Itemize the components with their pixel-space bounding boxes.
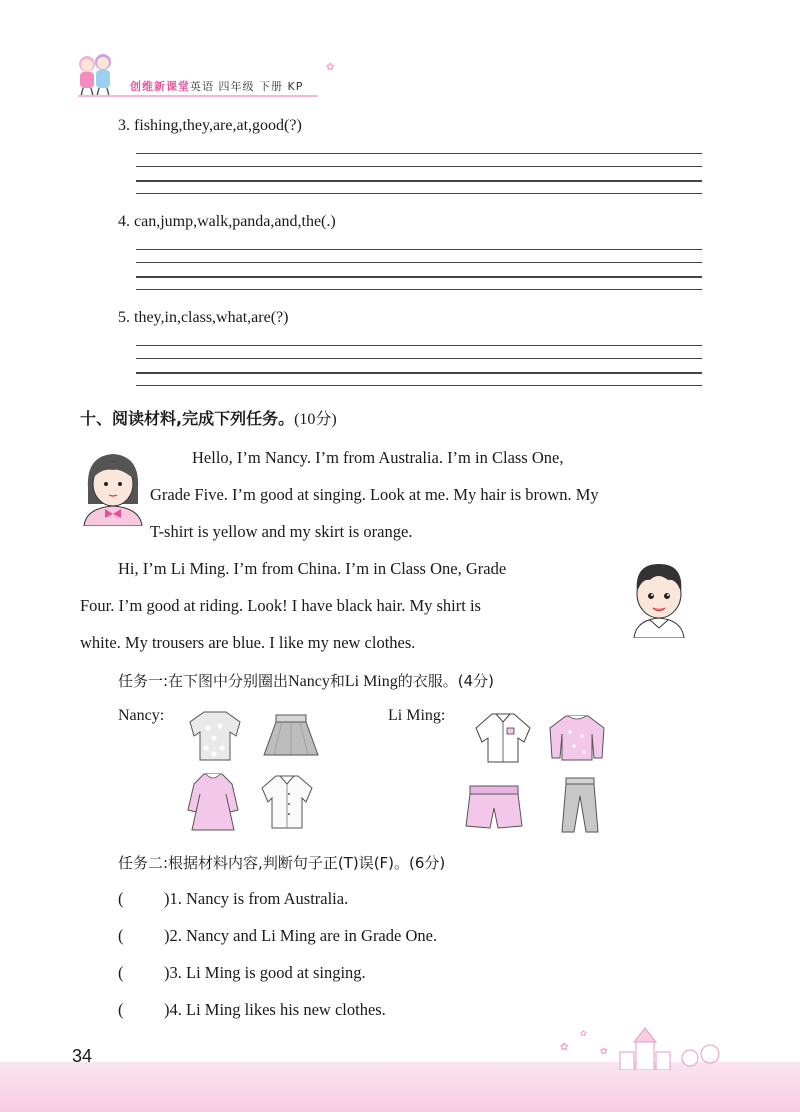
svg-text:✿: ✿ bbox=[580, 1029, 587, 1038]
tf-answer-blank: ( bbox=[118, 963, 124, 982]
svg-text:✿: ✿ bbox=[560, 1042, 569, 1053]
section-title: 十、阅读材料,完成下列任务。(10分) bbox=[80, 409, 337, 428]
exercise-4: 4. can,jump,walk,panda,and,the(.) bbox=[118, 213, 336, 230]
nancy-label: Nancy: bbox=[118, 707, 165, 724]
task-1-instruction: 任务一:在下图中分别圈出Nancy和Li Ming的衣服。(4分) bbox=[118, 672, 494, 690]
star-decoration-icon: ✿ bbox=[326, 62, 335, 73]
section-score: (10分) bbox=[294, 411, 337, 428]
dress-icon[interactable] bbox=[184, 770, 242, 834]
answer-lines-4[interactable] bbox=[136, 249, 702, 289]
tf-answer-blank: ( bbox=[118, 1000, 124, 1019]
shirt-icon[interactable] bbox=[258, 772, 316, 832]
liming-label: Li Ming: bbox=[388, 707, 446, 724]
header-brand: 创维新课堂 bbox=[130, 80, 190, 93]
tf-item-4[interactable]: ( )4. Li Ming likes his new clothes. bbox=[118, 1000, 386, 1019]
liming-passage-line-2: Four. I’m good at riding. Look! I have black hair. My shirt is bbox=[80, 596, 481, 615]
skirt-icon[interactable] bbox=[262, 713, 320, 759]
nancy-passage-line-3: T-shirt is yellow and my skirt is orange. bbox=[150, 522, 413, 541]
tf-answer-blank: ( bbox=[118, 926, 124, 945]
liming-passage-line-3: white. My trousers are blue. I like my new clothes. bbox=[80, 633, 416, 652]
svg-text:✿: ✿ bbox=[600, 1046, 608, 1056]
nancy-passage-line-2: Grade Five. I’m good at singing. Look at me. My hair is brown. My bbox=[150, 485, 599, 504]
header-subject: 英语 四年级 下册 KP bbox=[190, 80, 304, 93]
polka-dot-shirt-icon[interactable] bbox=[186, 708, 244, 764]
nancy-passage-line-1: Hello, I’m Nancy. I’m from Australia. I’m in Class One, bbox=[192, 448, 564, 467]
cartoon-kids-logo-icon bbox=[72, 52, 122, 98]
girl-nancy-icon bbox=[80, 448, 146, 526]
exercise-5: 5. they,in,class,what,are(?) bbox=[118, 309, 289, 326]
answer-lines-3[interactable] bbox=[136, 153, 702, 193]
white-shirt-icon[interactable] bbox=[472, 710, 534, 766]
boy-li-ming-icon bbox=[628, 558, 690, 638]
trousers-icon[interactable] bbox=[558, 776, 602, 836]
liming-passage-line-1: Hi, I’m Li Ming. I’m from China. I’m in Class One, Grade bbox=[118, 559, 507, 578]
answer-lines-5[interactable] bbox=[136, 345, 702, 385]
castle-decoration-icon bbox=[540, 1020, 740, 1070]
exercise-3: 3. fishing,they,are,at,good(?) bbox=[118, 117, 302, 134]
task-2-instruction: 任务二:根据材料内容,判断句子正(T)误(F)。(6分) bbox=[118, 854, 446, 872]
tf-item-1[interactable]: ( )1. Nancy is from Australia. bbox=[118, 889, 349, 908]
shorts-icon[interactable] bbox=[462, 782, 526, 832]
tf-answer-blank: ( bbox=[118, 889, 124, 908]
tf-item-3[interactable]: ( )3. Li Ming is good at singing. bbox=[118, 963, 366, 982]
page-number: 34 bbox=[72, 1046, 93, 1066]
sweater-icon[interactable] bbox=[546, 712, 608, 764]
tf-item-2[interactable]: ( )2. Nancy and Li Ming are in Grade One. bbox=[118, 926, 438, 945]
header-underline bbox=[78, 95, 318, 97]
